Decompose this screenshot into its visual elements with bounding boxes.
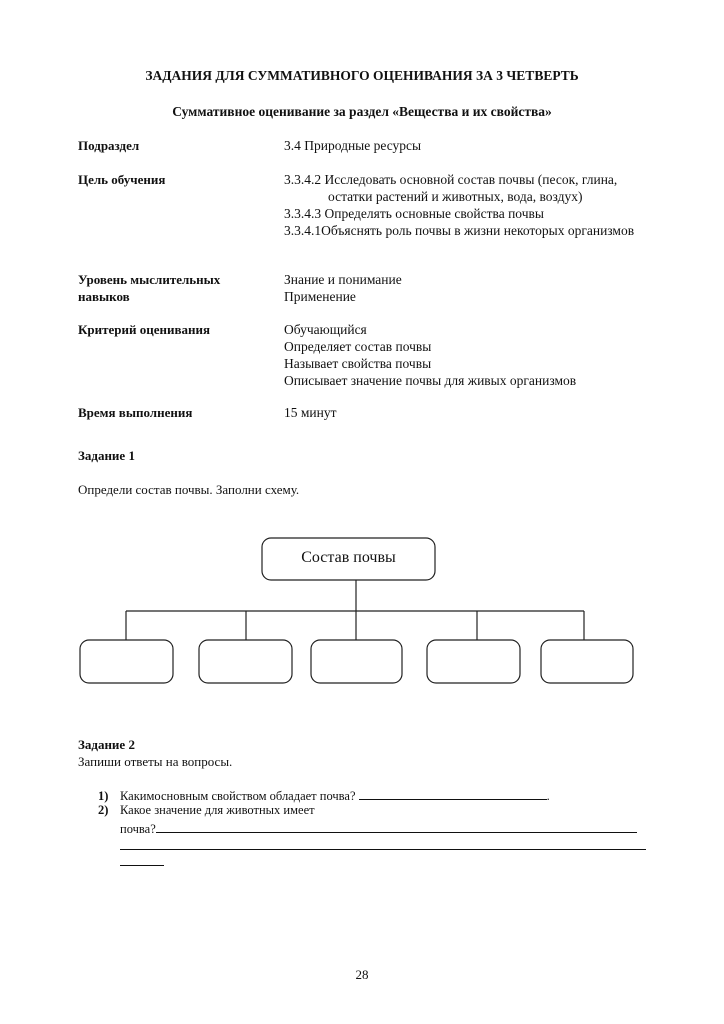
level-label-line-2: навыков [78, 289, 130, 304]
criteria-item-2: Определяет состав почвы [284, 339, 432, 354]
question-2-text-continued: почва? [120, 822, 156, 836]
question-2-continued [120, 820, 637, 837]
task1-instruction: Определи состав почвы. Заполни схему. [78, 482, 300, 497]
diagram-root-label: Состав почвы [301, 549, 396, 566]
answer-box-3[interactable] [311, 640, 402, 683]
criteria-values [284, 321, 647, 389]
question-2-answer-line-3[interactable] [120, 865, 164, 866]
question-1 [98, 787, 550, 804]
answer-box-2[interactable] [199, 640, 292, 683]
document-title: ЗАДАНИЯ ДЛЯ СУММАТИВНОГО ОЦЕНИВАНИЯ ЗА 3 ЧЕТВЕРТЬ [145, 68, 579, 83]
answer-box-4[interactable] [427, 640, 520, 683]
level-value-2: Применение [284, 289, 356, 304]
document-subtitle: Суммативное оценивание за раздел «Вещества и их свойства» [172, 104, 552, 119]
task2-instruction: Запиши ответы на вопросы. [78, 754, 233, 769]
subsection-label: Подраздел [78, 138, 140, 153]
page-number: 28 [355, 967, 369, 982]
question-2 [98, 803, 315, 818]
answer-box-5[interactable] [541, 640, 633, 683]
subsection-value: 3.4 Природные ресурсы [284, 138, 422, 153]
question-1-number: 1) [98, 789, 109, 803]
question-1-answer-line[interactable] [359, 787, 547, 800]
criteria-item-3: Называет свойства почвы [284, 356, 432, 371]
goal-item-1-continued: остатки растений и животных, вода, воздух) [328, 189, 583, 204]
question-2-number: 2) [98, 803, 109, 817]
question-2-answer-line-2[interactable] [120, 849, 646, 850]
goal-list [284, 171, 647, 239]
goal-item-1: 3.3.4.2 Исследовать основной состав почвы (песок, глина, [284, 172, 618, 187]
question-1-text: Какимосновным свойством обладает почва? [120, 789, 356, 803]
question-2-answer-line-1[interactable] [156, 820, 637, 833]
time-label: Время выполнения [78, 405, 193, 420]
goal-item-2: 3.3.4.3 Определять основные свойства почвы [284, 206, 544, 221]
goal-label: Цель обучения [78, 172, 166, 187]
answer-box-1[interactable] [80, 640, 173, 683]
level-value-1: Знание и понимание [284, 272, 402, 287]
criteria-item-1: Обучающийся [284, 322, 367, 337]
criteria-label: Критерий оценивания [78, 322, 211, 337]
soil-composition-diagram [0, 530, 724, 690]
task2-heading: Задание 2 [78, 737, 135, 752]
time-value: 15 минут [284, 405, 337, 420]
level-values [284, 271, 647, 305]
question-2-text: Какое значение для животных имеет [120, 803, 315, 817]
criteria-item-4: Описывает значение почвы для живых организмов [284, 373, 577, 388]
level-label-line-1: Уровень мыслительных [78, 272, 221, 287]
goal-item-3: 3.3.4.1Объяснять роль почвы в жизни некоторых организмов [284, 223, 635, 238]
level-label [78, 271, 220, 305]
question-1-end: . [546, 789, 550, 803]
task1-heading: Задание 1 [78, 448, 135, 463]
